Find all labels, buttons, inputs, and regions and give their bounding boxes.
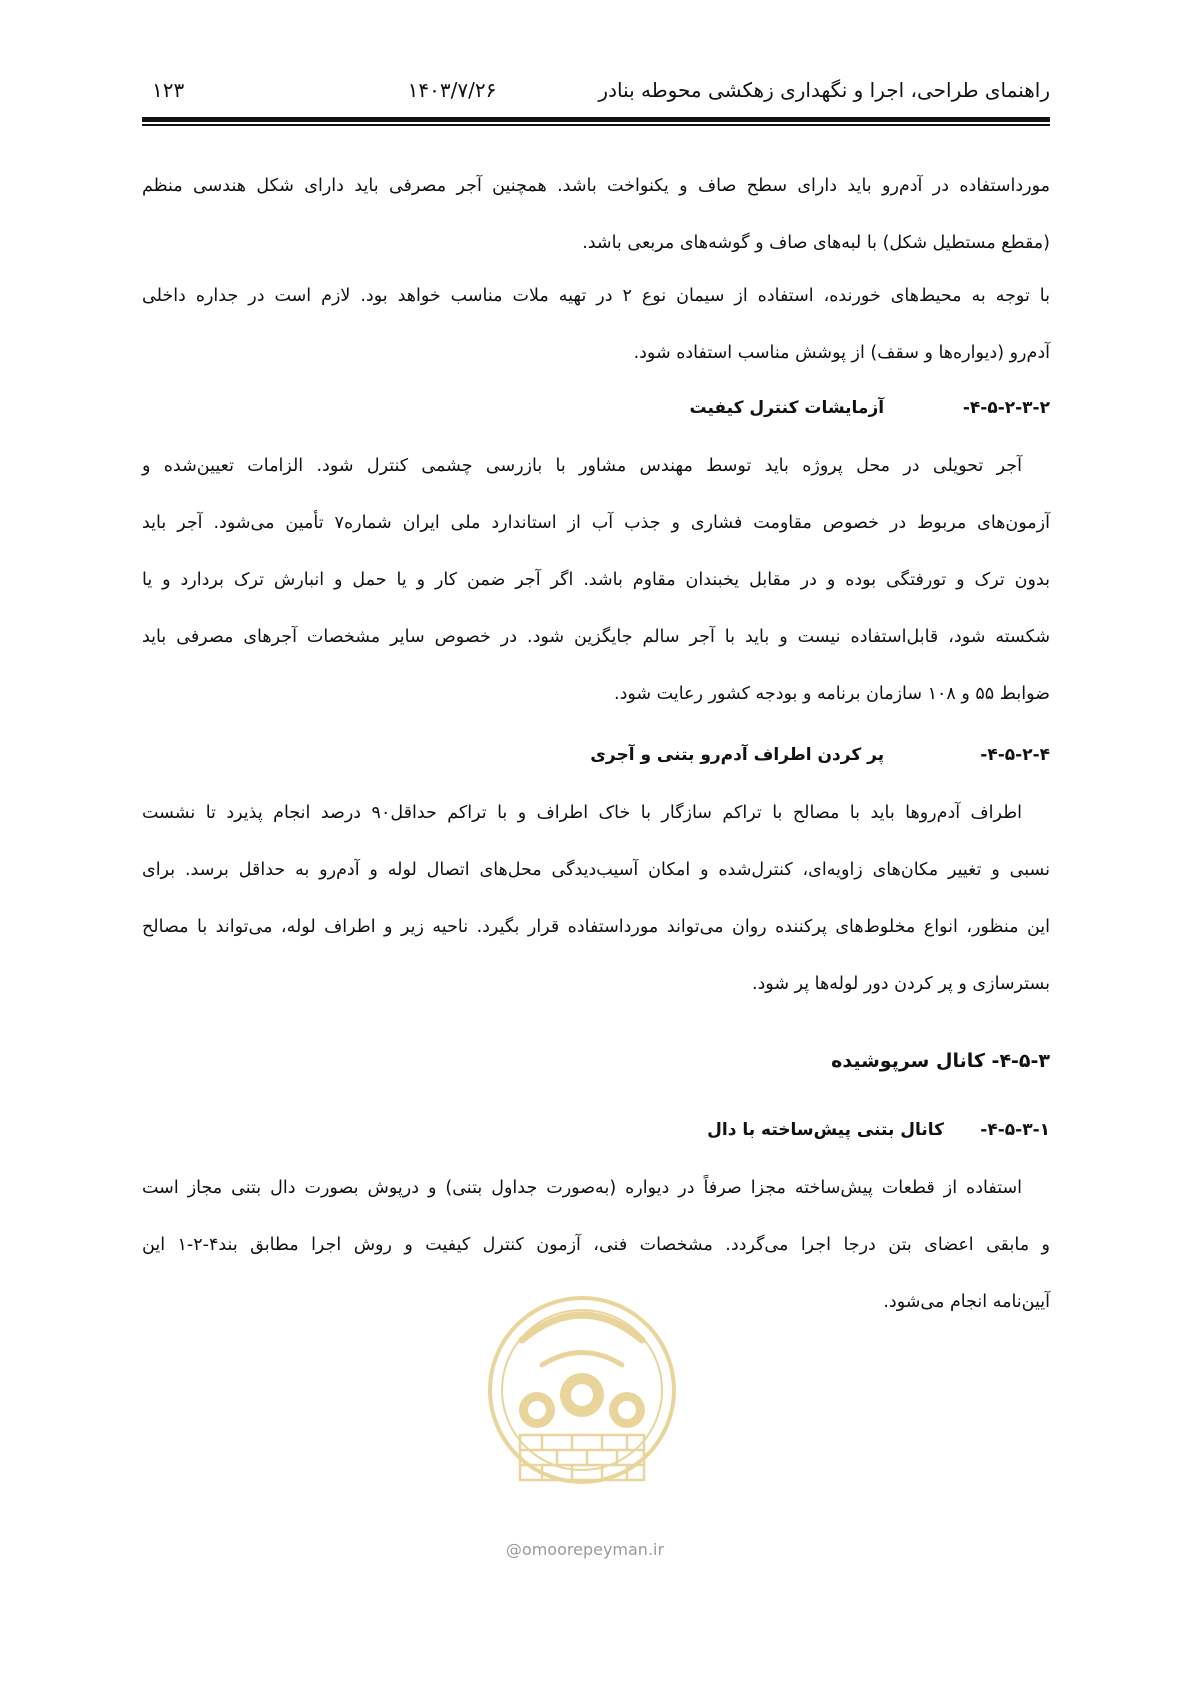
text-line: این منظور، انواع مخلوط‌های پرکننده روان می‌تواند مورداستفاده قرار بگیرد. ناحیه زیر و اطراف لوله، می‌تواند با مصالح <box>142 917 1050 937</box>
section-title: کانال بتنی پیش‌ساخته با دال <box>707 1120 945 1140</box>
text-line: ضوابط ۵۵ و ۱۰۸ سازمان برنامه و بودجه کشور رعایت شود. <box>614 684 1050 704</box>
text-line: با توجه به محیط‌های خورنده، استفاده از سیمان نوع ۲ در تهیه ملات مناسب خواهد بود. لازم است در جداره داخلی <box>142 286 1050 306</box>
watermark-logo <box>482 1270 682 1520</box>
intro-paragraph <box>142 158 1050 272</box>
text-line: آدم‌رو (دیواره‌ها و سقف) از پوشش مناسب استفاده شود. <box>633 343 1050 363</box>
section-heading-fill <box>142 745 1050 765</box>
header-title: راهنمای طراحی، اجرا و نگهداری زهکشی محوطه بنادر <box>598 78 1050 102</box>
text-line: آیین‌نامه انجام می‌شود. <box>883 1292 1050 1312</box>
section-heading-precast <box>142 1120 1050 1140</box>
section-title: کانال سرپوشیده <box>831 1050 985 1072</box>
section-title: پر کردن اطراف آدم‌رو بتنی و آجری <box>590 745 885 765</box>
section-number: ۴-۵-۲-۳-۲- <box>962 398 1050 418</box>
section-heading-channel <box>142 1050 1050 1072</box>
text-line: و مابقی اعضای بتن درجا اجرا می‌گردد. مشخصات فنی، آزمون کنترل کیفیت و روش اجرا مطابق بند۴-۲-۱ این <box>142 1235 1050 1255</box>
text-line: (مقطع مستطیل شکل) با لبه‌های صاف و گوشه‌های مربعی باشد. <box>582 233 1050 253</box>
text-line: بدون ترک و تورفتگی بوده و در مقابل یخبندان مقاوم باشد. اگر آجر ضمن کار و یا حمل و انبارش ترک بردارد و یا <box>142 570 1050 590</box>
text-line: استفاده از قطعات پیش‌ساخته مجزا صرفاً در دیواره (به‌صورت جداول بتنی) و درپوش بصورت دال بتنی مجاز است <box>142 1178 1022 1198</box>
text-line: مورداستفاده در آدم‌رو باید دارای سطح صاف و یکنواخت باشد. همچنین آجر مصرفی باید دارای شکل هندسی منظم <box>142 176 1050 196</box>
text-line: اطراف آدم‌روها باید با مصالح با تراکم سازگار با خاک اطراف و با تراکم حداقل۹۰ درصد انجام پذیرد تا نشست <box>142 803 1022 823</box>
fill-paragraph <box>142 785 1050 1013</box>
quality-paragraph <box>142 438 1050 723</box>
header-date: ۱۴۰۳/۷/۲۶ <box>407 78 497 102</box>
section-number: ۴-۵-۳-۱- <box>980 1120 1050 1140</box>
watermark-site: @omoorepeyman.ir <box>505 1540 665 1559</box>
page-header <box>142 78 1050 110</box>
text-line: بسترسازی و پر کردن دور لوله‌ها پر شود. <box>751 974 1050 994</box>
header-rule-thin <box>142 124 1050 126</box>
section-heading-quality <box>142 398 1050 418</box>
text-line: آزمون‌های مربوط در خصوص مقاومت فشاری و جذب آب از استاندارد ملی ایران شماره۷ تأمین می‌شود. آجر باید <box>142 513 1050 533</box>
cement-paragraph <box>142 268 1050 382</box>
section-number: ۴-۵-۲-۴- <box>980 745 1050 765</box>
header-rule-thick <box>142 117 1050 122</box>
section-title: آزمایشات کنترل کیفیت <box>689 398 885 418</box>
text-line: آجر تحویلی در محل پروژه باید توسط مهندس مشاور با بازرسی چشمی کنترل شود. الزامات تعیین‌شده و <box>142 456 1022 476</box>
section-number: ۴-۵-۳- <box>991 1050 1050 1072</box>
page-number: ۱۲۳ <box>152 78 185 102</box>
text-line: نسبی و تغییر مکان‌های زاویه‌ای، کنترل‌شده و امکان آسیب‌دیدگی محل‌های اتصال لوله و آدم‌رو به حداقل برسد. برای <box>142 860 1050 880</box>
text-line: شکسته شود، قابل‌استفاده نیست و باید با آجر سالم جایگزین شود. در خصوص سایر مشخصات آجرهای مصرفی باید <box>142 627 1050 647</box>
